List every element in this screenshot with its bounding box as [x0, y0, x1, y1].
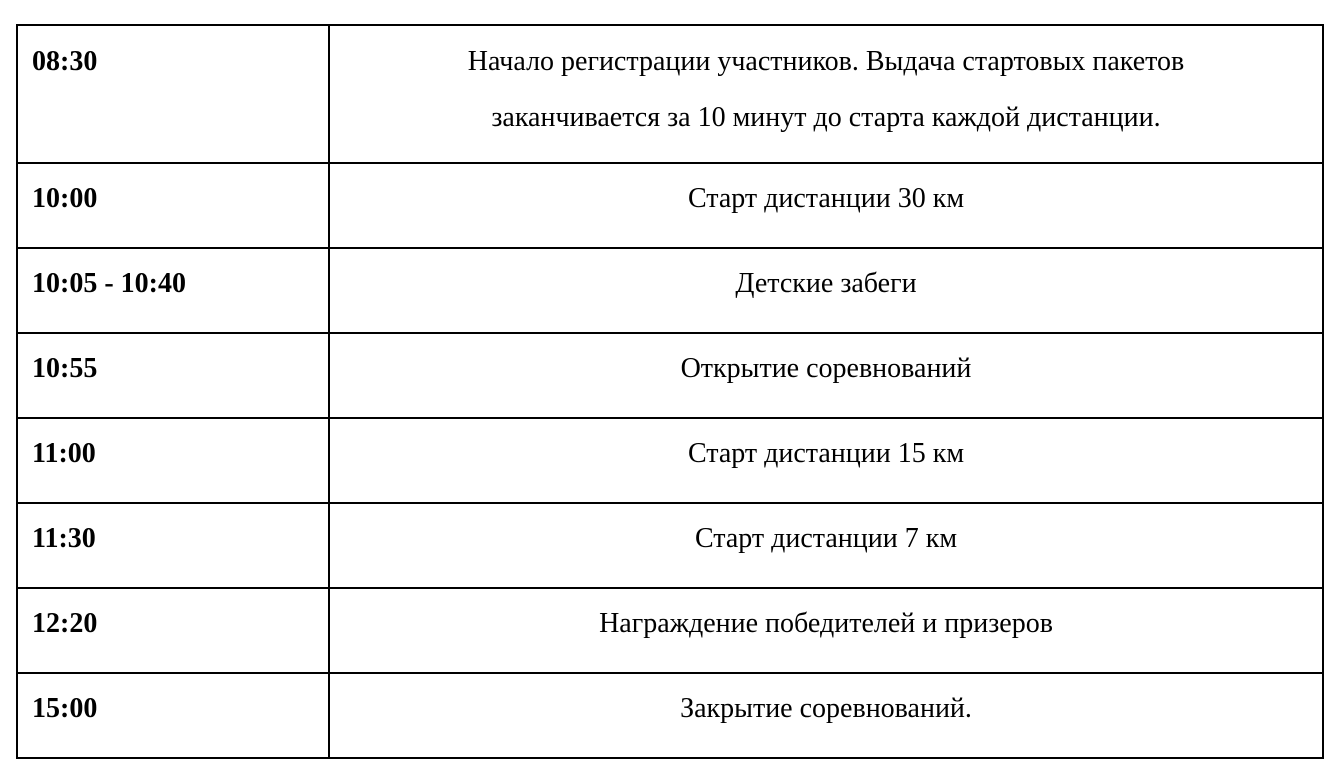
- time-cell: [17, 418, 329, 503]
- time-text: 11:00: [32, 437, 96, 469]
- event-cell: [329, 503, 1323, 588]
- event-text: Закрытие соревнований.: [680, 692, 972, 724]
- event-text: Детские забеги: [735, 267, 917, 299]
- event-cell: [329, 248, 1323, 333]
- time-text: 12:20: [32, 607, 98, 639]
- time-cell: [17, 333, 329, 418]
- event-text: Открытие соревнований: [680, 352, 972, 384]
- event-text: Начало регистрации участников. Выдача стартовых пакетов заканчивается за 10 минут до старта каждой дистанции.: [467, 46, 1185, 133]
- event-cell: [329, 673, 1323, 758]
- table-row: [17, 503, 1323, 588]
- table-row: [17, 418, 1323, 503]
- schedule-table: [16, 24, 1324, 759]
- time-text: 10:00: [32, 182, 98, 214]
- time-cell: [17, 588, 329, 673]
- table-row: [17, 25, 1323, 163]
- event-cell: [329, 418, 1323, 503]
- event-cell: [329, 333, 1323, 418]
- event-text: Старт дистанции 7 км: [694, 522, 958, 554]
- time-cell: [17, 673, 329, 758]
- time-cell: [17, 25, 329, 163]
- time-cell: [17, 163, 329, 248]
- table-row: [17, 248, 1323, 333]
- time-text: 15:00: [32, 692, 98, 724]
- time-text: 10:55: [32, 352, 98, 384]
- table-row: [17, 333, 1323, 418]
- event-text: Старт дистанции 15 км: [687, 437, 965, 469]
- time-cell: [17, 248, 329, 333]
- table-row: [17, 163, 1323, 248]
- time-cell: [17, 503, 329, 588]
- time-text: 10:05 - 10:40: [32, 267, 186, 299]
- event-cell: [329, 163, 1323, 248]
- table-row: [17, 673, 1323, 758]
- table-row: [17, 588, 1323, 673]
- time-text: 11:30: [32, 522, 96, 554]
- event-text: Награждение победителей и призеров: [599, 607, 1053, 639]
- event-cell: [329, 588, 1323, 673]
- time-text: 08:30: [32, 46, 98, 77]
- event-cell: [329, 25, 1323, 163]
- event-text: Старт дистанции 30 км: [687, 182, 965, 214]
